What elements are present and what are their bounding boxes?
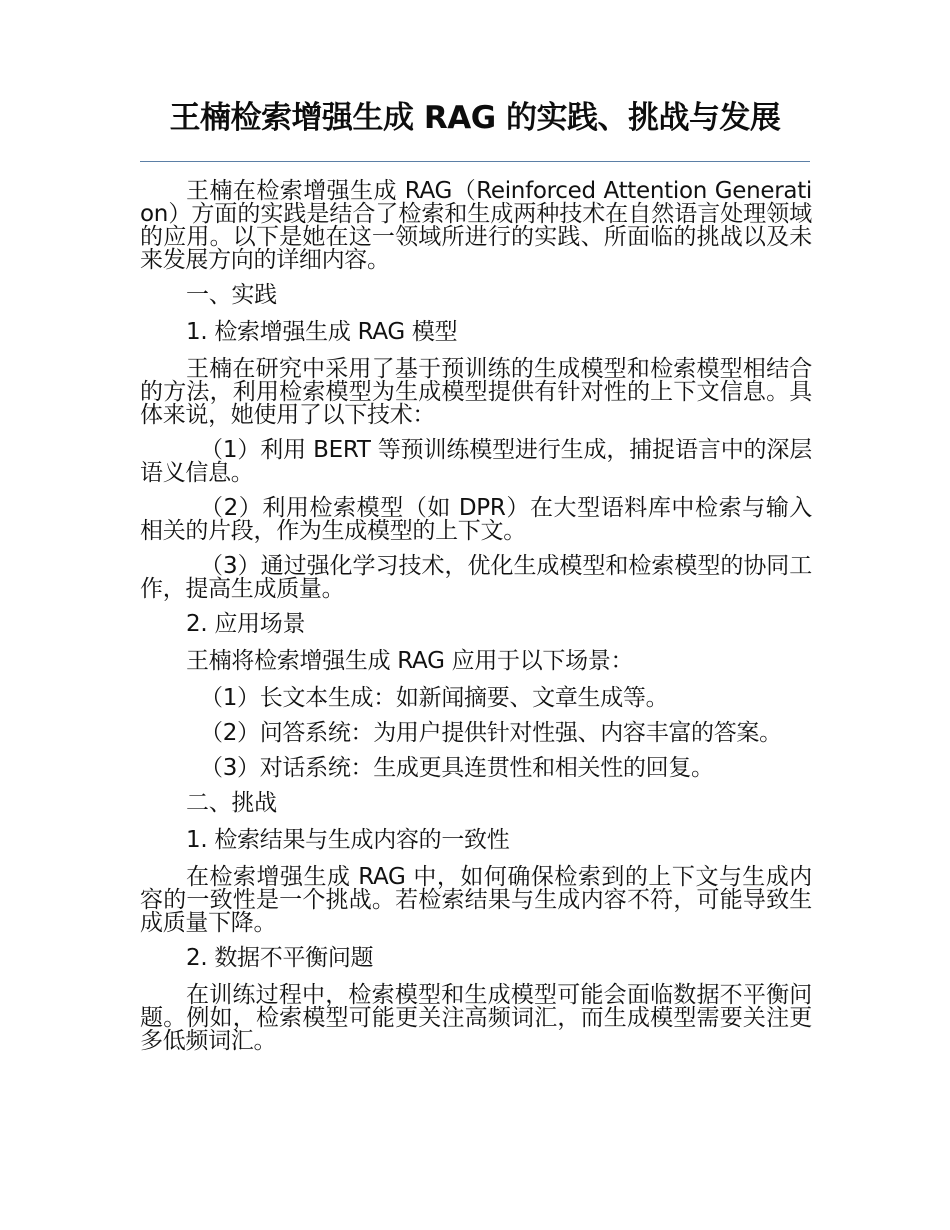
title-underline: [140, 161, 810, 162]
document-body: [140, 180, 812, 1065]
subsection-heading-scenarios: 2. 应用场景: [186, 611, 306, 637]
paragraph-method: 王楠在研究中采用了基于预训练的生成模型和检索模型相结合的方法，利用检索模型为生成模型提供有针对性的上下文信息。具体来说，她使用了以下技术：: [140, 356, 812, 428]
list-item-qa: （2）问答系统：为用户提供针对性强、内容丰富的答案。: [200, 720, 782, 746]
list-item-bert: （1）利用 BERT 等预训练模型进行生成，捕捉语言中的深层语义信息。: [140, 437, 812, 486]
document-title: 王楠检索增强生成 RAG 的实践、挑战与发展: [169, 100, 781, 136]
list-item-dpr: （2）利用检索模型（如 DPR）在大型语料库中检索与输入相关的片段，作为生成模型的上下文。: [140, 495, 812, 544]
list-item-dialogue: （3）对话系统：生成更具连贯性和相关性的回复。: [200, 755, 714, 781]
subsection-heading-consistency: 1. 检索结果与生成内容的一致性: [186, 827, 510, 853]
paragraph-scenarios-intro: 王楠将检索增强生成 RAG 应用于以下场景：: [186, 648, 634, 674]
subsection-heading-imbalance: 2. 数据不平衡问题: [186, 945, 374, 971]
subsection-heading-rag-model: 1. 检索增强生成 RAG 模型: [186, 319, 458, 345]
list-item-rl: （3）通过强化学习技术，优化生成模型和检索模型的协同工作，提高生成质量。: [140, 553, 812, 602]
paragraph-intro: 王楠在检索增强生成 RAG（Reinforced Attention Generation）方面的实践是结合了检索和生成两种技术在自然语言处理领域的应用。以下是她在这一领域所进行的实践、所面临的挑战以及未来发展方向的详细内容。: [140, 178, 812, 273]
paragraph-imbalance: 在训练过程中，检索模型和生成模型可能会面临数据不平衡问题。例如，检索模型可能更关注高频词汇，而生成模型需要关注更多低频词汇。: [140, 982, 812, 1054]
list-item-long-text: （1）长文本生成：如新闻摘要、文章生成等。: [200, 685, 669, 711]
section-heading-challenges: 二、挑战: [186, 790, 277, 816]
paragraph-consistency: 在检索增强生成 RAG 中，如何确保检索到的上下文与生成内容的一致性是一个挑战。若检索结果与生成内容不符，可能导致生成质量下降。: [140, 864, 812, 936]
section-heading-practice: 一、实践: [186, 282, 277, 308]
